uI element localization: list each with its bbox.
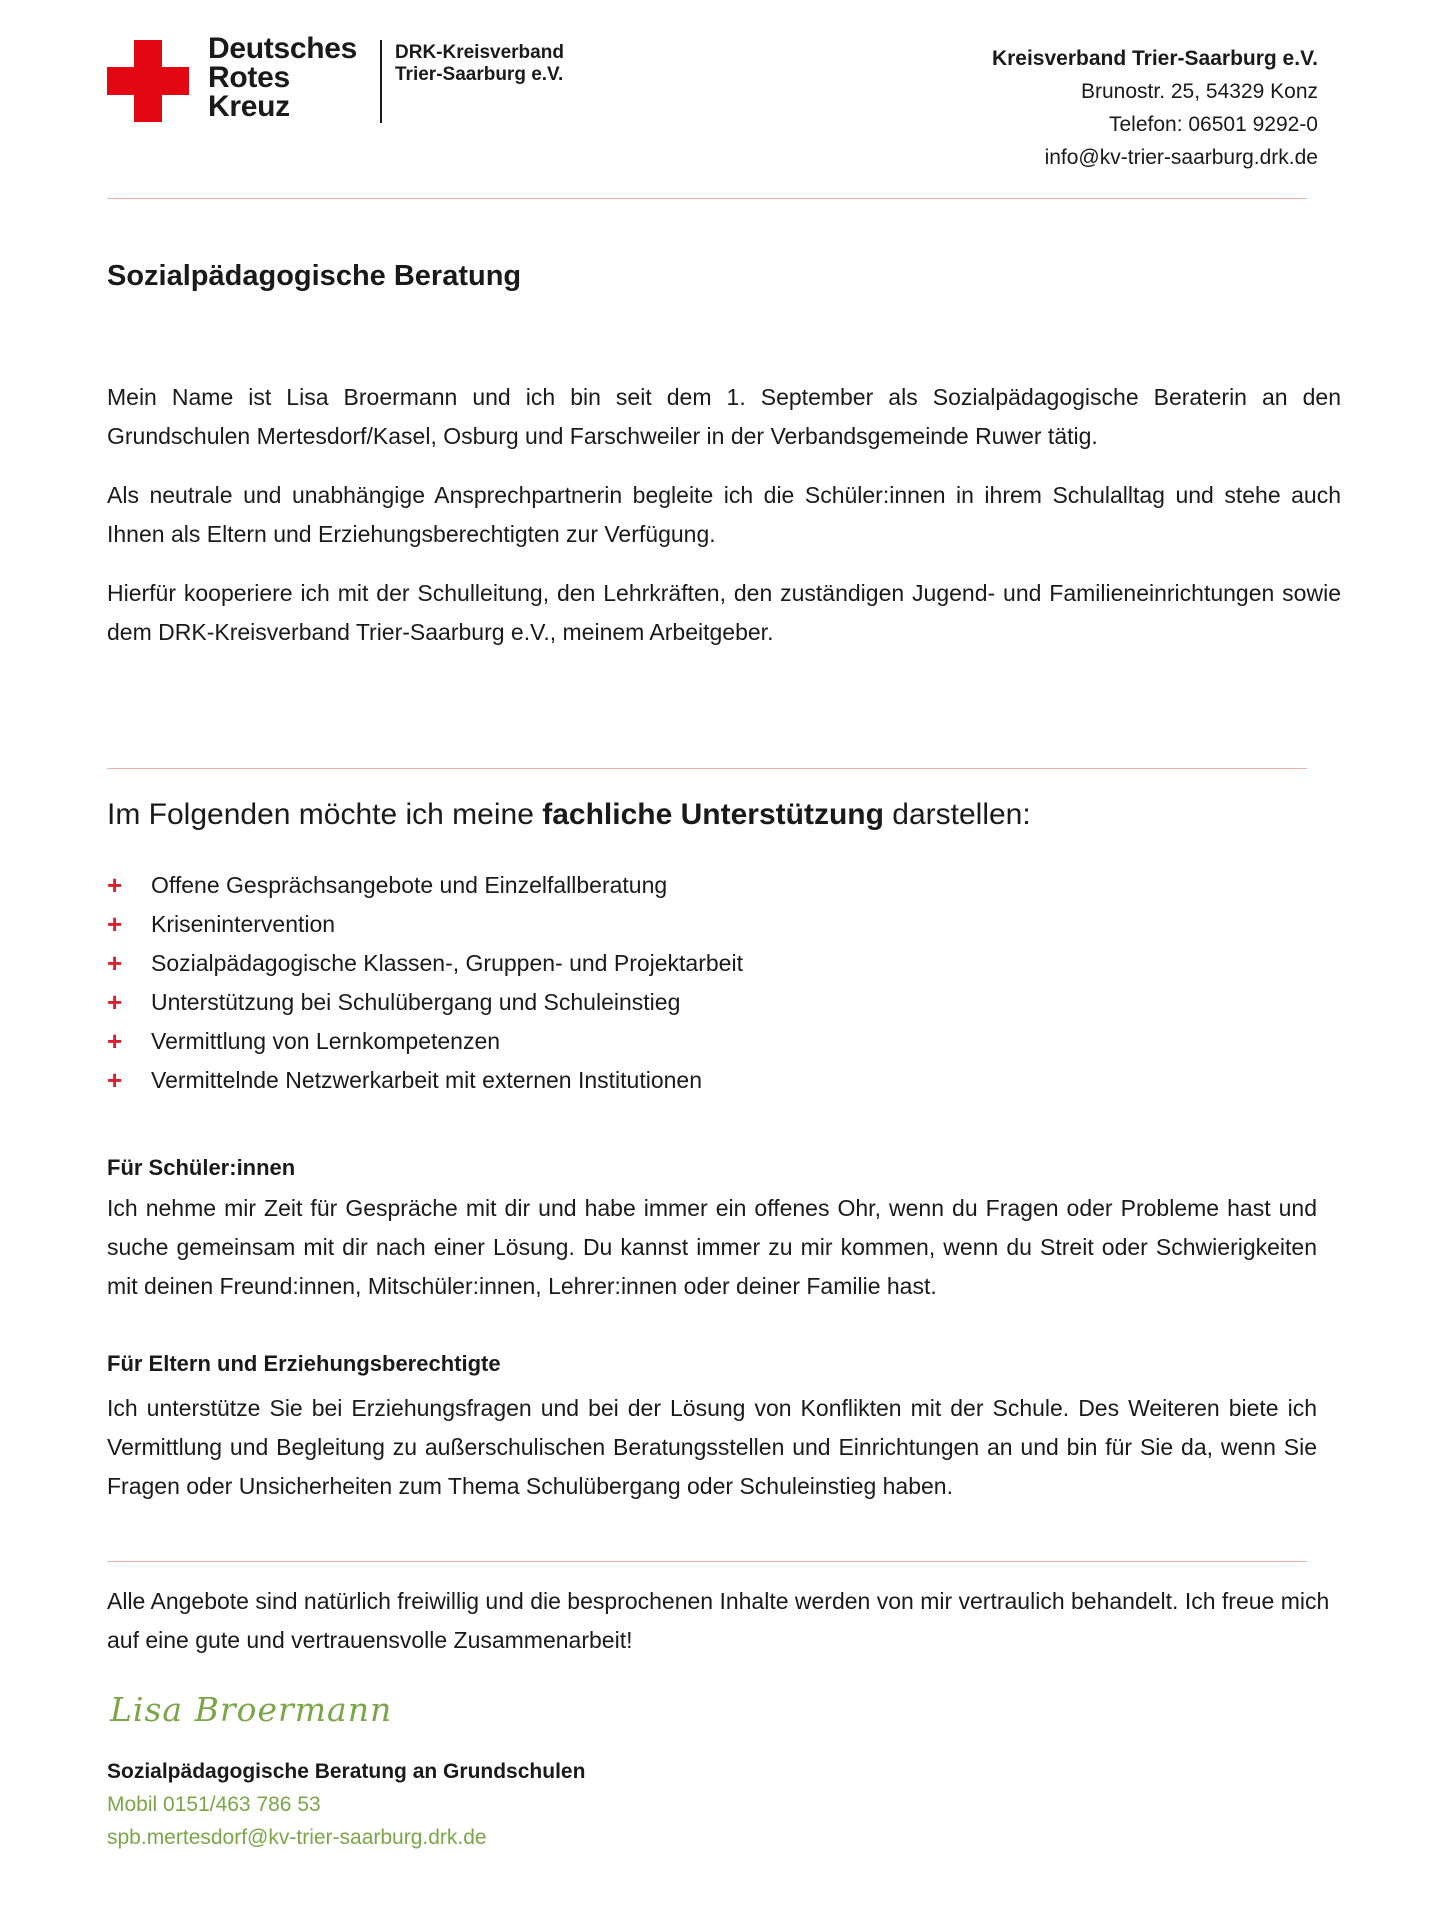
signature-email[interactable]: spb.mertesdorf@kv-trier-saarburg.drk.de — [107, 1826, 487, 1849]
list-item — [107, 905, 743, 944]
divider-bottom — [107, 1561, 1307, 1562]
logo-sub-line: DRK-Kreisverband — [395, 42, 564, 63]
plus-icon: + — [107, 870, 123, 900]
logo-divider — [380, 40, 382, 123]
list-item — [107, 866, 743, 905]
closing-paragraph: Alle Angebote sind natürlich freiwillig und die besprochenen Inhalte werden von mir vertraulich behandelt. Ich freue mich auf eine gute und vertrauensvolle Zusammenarbeit! — [107, 1588, 1330, 1653]
students-paragraph: Ich nehme mir Zeit für Gespräche mit dir und habe immer ein offenes Ohr, wenn du Fragen oder Probleme hast und suche gemeinsam mit dir nach einer Lösung. Du kannst immer zu mir kommen, wenn du Streit oder Schwierigkeiten mit deinen Freund:innen, Mitschüler:innen, Lehrer:innen oder deiner Familie hast. — [107, 1195, 1317, 1299]
services-list — [107, 866, 743, 1100]
students-heading: Für Schüler:innen — [107, 1155, 296, 1180]
plus-icon: + — [107, 1065, 123, 1095]
logo-wordmark — [208, 34, 357, 121]
signature-title: Sozialpädagogische Beratung an Grundschulen — [107, 1760, 586, 1783]
logo-subtitle — [395, 42, 564, 86]
plus-icon: + — [107, 948, 123, 978]
plus-icon: + — [107, 1026, 123, 1056]
address-street: Brunostr. 25, 54329 Konz — [1081, 80, 1318, 103]
plus-icon: + — [107, 987, 123, 1017]
page-title: Sozialpädagogische Beratung — [107, 260, 522, 292]
services-heading-bold: fachliche Unterstützung — [542, 798, 884, 831]
list-item — [107, 983, 743, 1022]
services-heading-after: darstellen: — [883, 798, 1031, 831]
services-heading-before: Im Folgenden möchte ich meine — [107, 798, 543, 831]
sender-address — [992, 42, 1318, 174]
logo-line: Deutsches — [208, 32, 358, 65]
signature: Lisa Broermann — [110, 1690, 393, 1729]
intro-paragraph: Mein Name ist Lisa Broermann und ich bin seit dem 1. September als Sozialpädagogische Beraterin an den Grundschulen Mertesdorf/Kasel, Osburg und Farschweiler in der Verbandsgemeinde Ruwer tätig. — [107, 384, 1341, 449]
list-item — [107, 944, 743, 983]
list-item-label: Sozialpädagogische Klassen-, Gruppen- und Projektarbeit — [151, 950, 743, 976]
services-heading — [107, 798, 1031, 832]
logo-line: Kreuz — [208, 90, 290, 123]
divider-top — [107, 198, 1307, 199]
list-item-label: Offene Gesprächsangebote und Einzelfallberatung — [151, 872, 668, 898]
list-item-label: Vermittlung von Lernkompetenzen — [151, 1028, 501, 1054]
parents-heading: Für Eltern und Erziehungsberechtigte — [107, 1351, 501, 1376]
red-cross-icon — [107, 40, 189, 122]
divider-middle — [107, 768, 1307, 769]
plus-icon: + — [107, 909, 123, 939]
list-item-label: Unterstützung bei Schulübergang und Schuleinstieg — [151, 989, 681, 1015]
list-item — [107, 1022, 743, 1061]
signature-mobile: Mobil 0151/463 786 53 — [107, 1793, 321, 1816]
address-org: Kreisverband Trier-Saarburg e.V. — [991, 47, 1318, 70]
logo-sub-line: Trier-Saarburg e.V. — [395, 64, 564, 85]
intro-paragraph: Als neutrale und unabhängige Ansprechpartnerin begleite ich die Schüler:innen in ihrem Schulalltag und stehe auch Ihnen als Eltern und Erziehungsberechtigten zur Verfügung. — [107, 482, 1341, 547]
list-item — [107, 1061, 743, 1100]
intro-paragraph: Hierfür kooperiere ich mit der Schulleitung, den Lehrkräften, den zuständigen Jugend- und Familieneinrichtungen sowie dem DRK-Kreisverband Trier-Saarburg e.V., meinem Arbeitgeber. — [107, 580, 1341, 645]
logo-line: Rotes — [208, 61, 290, 94]
parents-paragraph: Ich unterstütze Sie bei Erziehungsfragen und bei der Lösung von Konflikten mit der Schule. Des Weiteren biete ich Vermittlung und Begleitung zu außerschulischen Beratungsstellen und Einrichtungen an und bin für Sie da, wenn Sie Fragen oder Unsicherheiten zum Thema Schulübergang oder Schuleinstieg haben. — [107, 1395, 1317, 1499]
address-email: info@kv-trier-saarburg.drk.de — [1044, 146, 1318, 169]
drk-logo — [107, 32, 607, 128]
address-phone: Telefon: 06501 9292-0 — [1108, 113, 1318, 136]
list-item-label: Vermittelnde Netzwerkarbeit mit externen Institutionen — [151, 1067, 702, 1093]
list-item-label: Krisenintervention — [151, 911, 336, 937]
